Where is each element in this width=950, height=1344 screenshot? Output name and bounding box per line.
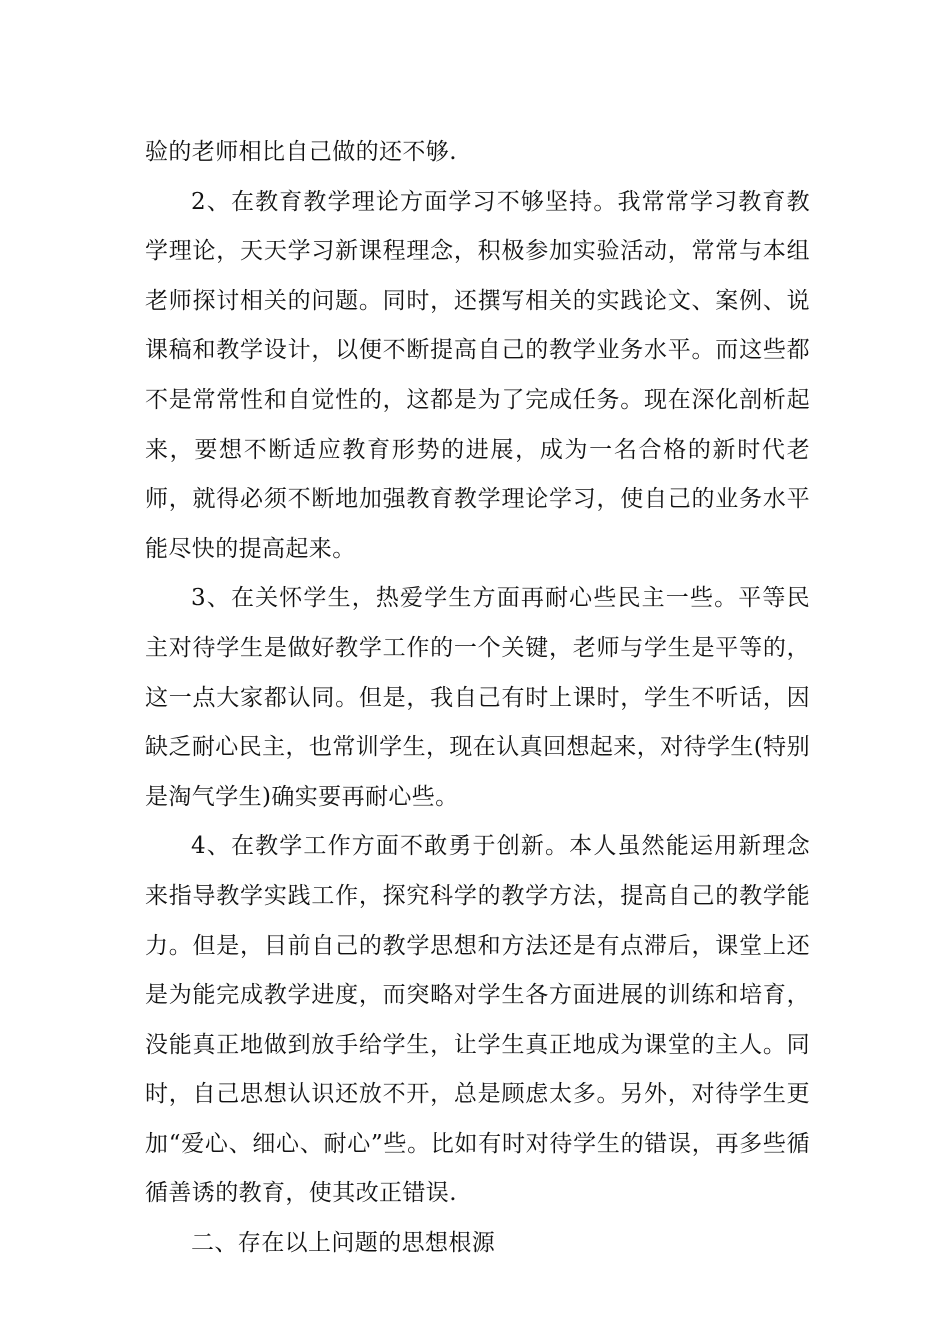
section-heading: 二、存在以上问题的思想根源 bbox=[191, 1230, 496, 1257]
paragraph-item-4: 4、在教学工作方面不敢勇于创新。本人虽然能运用新理念来指导教学实践工作，探究科学的教学方法，提高自己的教学能力。但是，目前自己的教学思想和方法还是有点滞后，课堂上还是为能完成教学进度，而突略对学生各方面进展的训练和培育，没能真正地做到放手给学生，让学生真正地成为课堂的主人。同时，自己思想认识还放不开，总是顾虑太多。另外，对待学生更加“爱心、细心、耐心”些。比如有时对待学生的错误，再多些循循善诱的教育，使其改正错误. bbox=[145, 833, 810, 1207]
paragraph-continuation: 验的老师相比自己做的还不够. bbox=[145, 139, 457, 165]
paragraph-item-3: 3、在关怀学生，热爱学生方面再耐心些民主一些。平等民主对待学生是做好教学工作的一个关键，老师与学生是平等的，这一点大家都认同。但是，我自己有时上课时，学生不听话，因缺乏耐心民主，也常训学生，现在认真回想起来，对待学生(特别是淘气学生)确实要再耐心些。 bbox=[145, 585, 810, 810]
document-body bbox=[145, 128, 810, 1269]
paragraph-item-2: 2、在教育教学理论方面学习不够坚持。我常常学习教育教学理论，天天学习新课程理念，积极参加实验活动，常常与本组老师探讨相关的问题。同时，还撰写相关的实践论文、案例、说课稿和教学设计，以便不断提高自己的教学业务水平。而这些都不是常常性和自觉性的，这都是为了完成任务。现在深化剖析起来，要想不断适应教育形势的进展，成为一名合格的新时代老师，就得必须不断地加强教育教学理论学习，使自己的业务水平能尽快的提高起来。 bbox=[145, 188, 810, 562]
